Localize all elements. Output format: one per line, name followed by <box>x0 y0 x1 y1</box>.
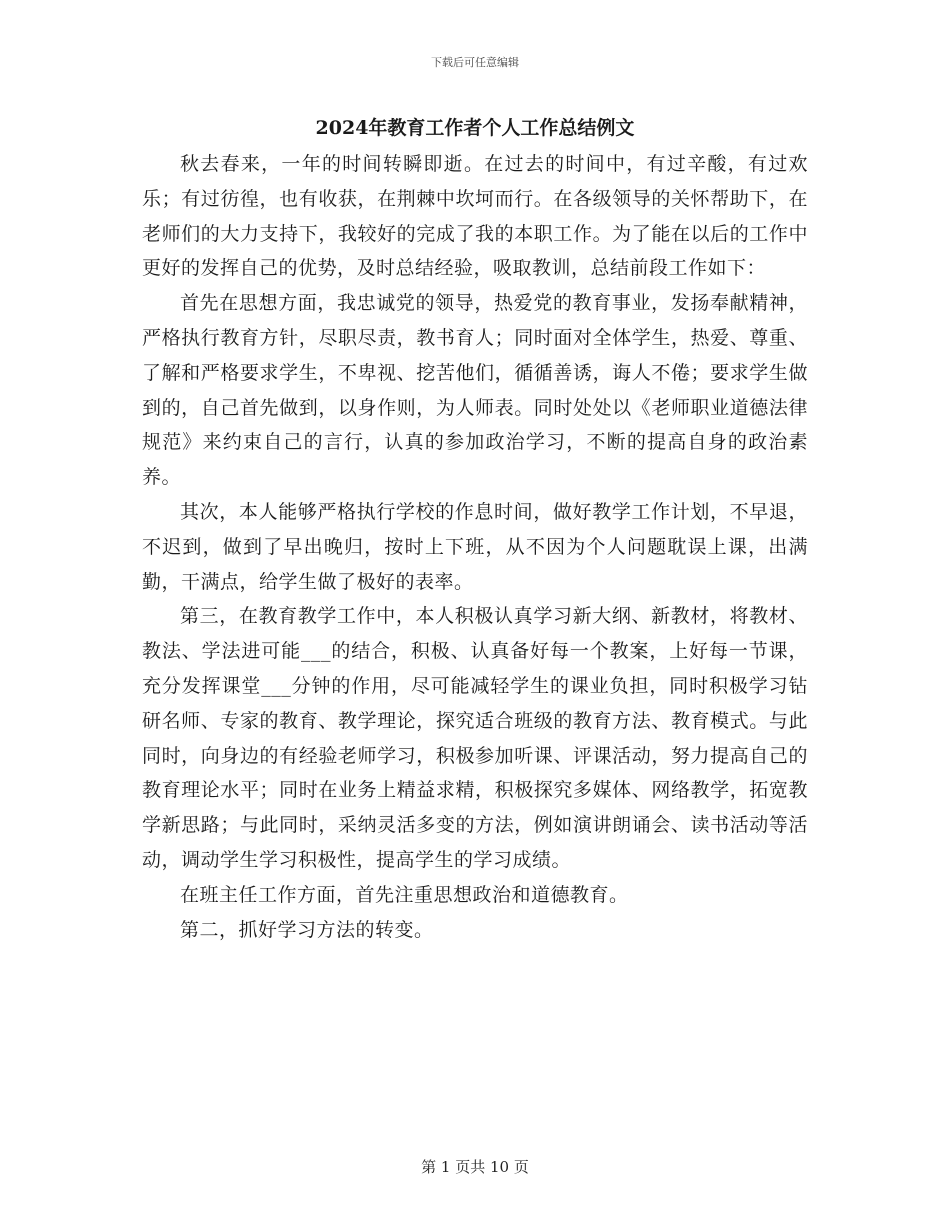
header-note: 下载后可任意编辑 <box>431 56 519 69</box>
paragraph-study-method: 第二，抓好学习方法的转变。 <box>180 918 434 941</box>
page-number: 第 1 页共 10 页 <box>421 1158 529 1176</box>
paragraph-intro: 秋去春来，一年的时间转瞬即逝。在过去的时间中，有过辛酸，有过欢乐；有过彷徨，也有收获，在荆棘中坎坷而行。在各级领导的关怀帮助下，在老师们的大力支持下，我较好的完成了我的本职工作。为了能在以后的工作中更好的发挥自己的优势，及时总结经验，吸取教训，总结前段工作如下： <box>142 153 808 280</box>
paragraph-teaching: 第三，在教育教学工作中，本人积极认真学习新大纲、新教材，将教材、教法、学法进可能___的结合，积极、认真备好每一个教案，上好每一节课，充分发挥课堂___分钟的作用，尽可能减轻学生的课业负担，同时积极学习钻研名师、专家的教育、教学理论，探究适合班级的教育方法、教育模式。与此同时，向身边的有经验老师学习，积极参加听课、评课活动，努力提高自己的教育理论水平；同时在业务上精益求精，积极探究多媒体、网络教学，拓宽教学新思路；与此同时，采纳灵活多变的方法，例如演讲朗诵会、读书活动等活动，调动学生学习积极性，提高学生的学习成绩。 <box>142 605 808 871</box>
paragraph-discipline: 其次，本人能够严格执行学校的作息时间，做好教学工作计划，不早退，不迟到，做到了早出晚归，按时上下班，从不因为个人问题耽误上课，出满勤，干满点，给学生做了极好的表率。 <box>142 500 808 593</box>
paragraph-ideology: 首先在思想方面，我忠诚党的领导，热爱党的教育事业，发扬奉献精神，严格执行教育方针，尽职尽责，教书育人；同时面对全体学生，热爱、尊重、了解和严格要求学生，不卑视、挖苦他们，循循善诱，诲人不倦；要求学生做到的，自己首先做到，以身作则，为人师表。同时处处以《老师职业道德法律规范》来约束自己的言行，认真的参加政治学习，不断的提高自身的政治素养。 <box>142 292 808 489</box>
document-title: 2024年教育工作者个人工作总结例文 <box>315 117 635 139</box>
paragraph-class-teacher: 在班主任工作方面，首先注重思想政治和道德教育。 <box>180 883 629 906</box>
document-body <box>142 147 808 947</box>
